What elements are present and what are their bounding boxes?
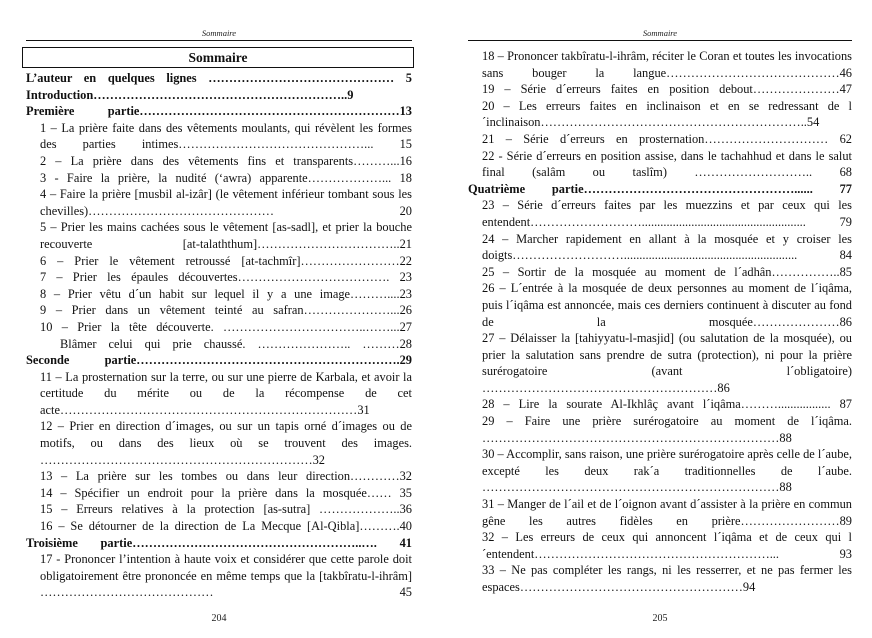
- toc-page-number: 89: [839, 513, 852, 528]
- toc-entry[interactable]: [468, 48, 852, 81]
- toc-part-heading[interactable]: [26, 103, 412, 120]
- toc-entry-text: 24 – Marcher rapidement en allant à la mosquée et y croiser les doigts………………………........................................................: [482, 231, 852, 263]
- toc-entry[interactable]: [26, 253, 412, 270]
- toc-entry[interactable]: [26, 501, 412, 518]
- toc-entry[interactable]: [468, 231, 852, 264]
- toc-entry-text: 1 – La prière faite dans des vêtements moulants, qui révèlent les formes des parties intimes………………………………………...: [40, 120, 412, 152]
- toc-page-number: 31: [357, 402, 370, 417]
- toc-page-number: 32: [312, 452, 325, 467]
- toc-entry-text: 31 – Manger de l´ail et de l´oignon avant d´assister à la prière en commun gêne les autres fidèles en prière……………………: [482, 497, 852, 528]
- left-page: [26, 0, 412, 638]
- toc-entry[interactable]: [26, 418, 412, 468]
- toc-entry-text: 23 – Série d´erreurs faites par les muezzins et par ceux qui les entendent……………………….....................................................: [482, 198, 852, 229]
- toc-page-number: 5: [394, 71, 412, 85]
- toc-entry-text: Troisième partie………………………………………………..….: [26, 535, 377, 550]
- toc-page-number: 18: [391, 170, 412, 185]
- toc-entry[interactable]: [468, 81, 852, 98]
- toc-entry-text: 3 - Faire la prière, la nudité (‘awra) apparente………………...: [40, 170, 392, 185]
- toc-entry-text: 17 - Prononcer l’intention à haute voix et considérer que cette parole doit obligatoirement être prononcée en même temps que la [takbîratu-l-ihrâm] ……………………………………: [40, 552, 412, 600]
- toc-entry-text: 2 – La prière dans des vêtements fins et transparents………...: [40, 153, 400, 168]
- toc-page-number: 68: [839, 165, 852, 180]
- toc-page-number: 23: [399, 286, 412, 301]
- toc-part-heading[interactable]: [26, 535, 412, 552]
- toc-page-number: 29: [399, 353, 412, 368]
- toc-entry-text: 15 – Erreurs relatives à la protection [as-sutra] ………………..: [40, 502, 400, 517]
- toc-entry-text: 20 – Les erreurs faites en inclinaison et en se redressant de l´inclinaison………………………………………………………..: [482, 98, 852, 130]
- toc-entry-text: 30 – Accomplir, sans raison, une prière surérogatoire après celle de l´aube, excepté les deux rak´a traditionnelles de l´aube. ………………………………………………………………: [482, 447, 852, 495]
- toc-page-number: 22: [399, 253, 412, 268]
- toc-entry[interactable]: [468, 529, 852, 562]
- toc-entry[interactable]: [468, 280, 852, 330]
- toc-page-number: 40: [399, 519, 412, 534]
- toc-entry-text: 4 – Faire la prière [musbil al-izâr] (le vêtement inférieur tombant sous les chevilles)………………………………………: [40, 187, 412, 218]
- toc-page-number: 87: [830, 397, 852, 412]
- page-number: 205: [652, 613, 668, 624]
- toc-entry-text: 25 – Sortir de la mosquée au moment de l´adhân……………..: [482, 264, 840, 279]
- table-of-contents: [468, 48, 852, 596]
- toc-entry[interactable]: [468, 264, 852, 281]
- toc-page-number: 41: [376, 535, 412, 550]
- toc-entry-text: Seconde partie……………………………………………………….: [26, 353, 400, 368]
- toc-entry-text: 16 – Se détourner de la direction de La Mecque [Al-Qibla]……….: [40, 519, 400, 534]
- toc-entry-text: 6 – Prier le vêtement retroussé [at-tachmîr]……………………: [40, 253, 400, 268]
- toc-page-number: 13: [399, 104, 412, 119]
- toc-page-number: 77: [839, 181, 852, 196]
- toc-page-number: 93: [779, 546, 852, 561]
- toc-entry-text: 32 – Les erreurs de ceux qui annoncent l´iqâma et de ceux qui l´entendent…………………………………………………...: [482, 530, 852, 561]
- header-rule: [468, 40, 852, 41]
- toc-page-number: 27: [399, 319, 412, 334]
- right-page: [468, 0, 852, 638]
- toc-page-number: 86: [717, 380, 730, 395]
- toc-page-number: 28: [399, 336, 412, 351]
- toc-entry[interactable]: [26, 186, 412, 219]
- toc-entry[interactable]: [468, 330, 852, 396]
- toc-entry[interactable]: [26, 551, 412, 601]
- toc-entry[interactable]: [26, 120, 412, 153]
- toc-entry[interactable]: [468, 413, 852, 446]
- toc-entry-text: 8 – Prier vêtu d´un habit sur lequel il y a une image………....: [40, 286, 400, 301]
- toc-page-number: 47: [839, 82, 852, 97]
- toc-part-heading[interactable]: [26, 87, 412, 104]
- toc-entry[interactable]: [468, 446, 852, 496]
- toc-entry[interactable]: [26, 170, 412, 187]
- toc-entry-text: L’auteur en quelques lignes ………………………………………: [26, 71, 395, 85]
- toc-page-number: 85: [839, 264, 852, 279]
- toc-page-number: 84: [797, 248, 852, 263]
- toc-entry[interactable]: [26, 286, 412, 303]
- toc-entry-text: 18 – Prononcer takbîratu-l-ihrâm, réciter le Coran et toutes les invocations sans bouger la langue……………………………………: [482, 49, 852, 80]
- header-rule: [26, 40, 412, 41]
- toc-entry-text: 14 – Spécifier un endroit pour la prière dans la mosquée……: [40, 485, 392, 500]
- toc-entry[interactable]: [468, 197, 852, 230]
- toc-entry[interactable]: [26, 219, 412, 252]
- running-head: Sommaire: [201, 28, 237, 38]
- toc-entry[interactable]: [468, 496, 852, 529]
- toc-entry-text: 10 – Prier la tête découverte. ……………………………..……...: [40, 319, 400, 334]
- toc-page-number: 88: [779, 480, 792, 495]
- toc-part-heading[interactable]: [468, 181, 852, 198]
- toc-entry-text: 21 – Série d´erreurs en prosternation…………………………: [482, 131, 829, 146]
- toc-entry-text: Blâmer celui qui prie chaussé. ………………….. ………: [60, 336, 400, 351]
- toc-entry-text: Première partie………………………………………………………: [26, 104, 400, 119]
- toc-entry-text: 19 – Série d´erreurs faites en position debout…………………: [482, 82, 840, 97]
- toc-page-number: 45: [213, 585, 412, 600]
- toc-entry-text: 5 – Prier les mains cachées sous le vêtement [as-sadl], et prier la bouche recouverte [at-talaththum]……………………………..: [40, 220, 412, 251]
- table-of-contents: [26, 70, 412, 601]
- page-number: 204: [211, 613, 227, 624]
- toc-entry-text: 9 – Prier dans un vêtement teinté au safran…………………...: [40, 303, 400, 318]
- toc-entry-text: 7 – Prier les épaules découvertes……………………………….: [40, 270, 390, 285]
- toc-entry[interactable]: [468, 148, 852, 181]
- toc-page-number: 54: [806, 115, 820, 130]
- toc-entry-text: Quatrième partie……………………………………………......: [468, 181, 840, 196]
- toc-entry-text: 27 – Délaisser la [tahiyyatu-l-masjid] (ou salutation de la mosquée), ou prier la salutation sans prendre de sutra (protection), ni pour la prière surérogatoire (avant l´obligatoire) …………………………………………………: [482, 331, 852, 395]
- toc-page-number: 16: [399, 153, 412, 168]
- toc-entry[interactable]: [26, 269, 412, 286]
- toc-page-number: 46: [839, 65, 852, 80]
- toc-page-number: 86: [839, 314, 852, 329]
- toc-entry[interactable]: [26, 485, 412, 502]
- toc-entry[interactable]: [26, 518, 412, 535]
- toc-page-number: 94: [742, 580, 756, 594]
- toc-entry[interactable]: [468, 562, 852, 595]
- toc-page-number: 15: [373, 137, 412, 152]
- toc-page-number: 36: [399, 502, 412, 517]
- toc-entry[interactable]: [468, 98, 852, 131]
- toc-part-heading[interactable]: [26, 70, 412, 87]
- toc-entry[interactable]: [26, 302, 412, 319]
- toc-entry[interactable]: [468, 131, 852, 148]
- toc-entry[interactable]: [468, 396, 852, 413]
- toc-page-number: 26: [399, 303, 412, 318]
- toc-entry[interactable]: [26, 319, 412, 336]
- toc-page-number: 9: [347, 87, 354, 102]
- toc-page-number: 62: [828, 131, 852, 146]
- toc-entry-text: 28 – Lire la sourate Al-Ikhlâç avant l´iqâma……….................: [482, 397, 831, 412]
- toc-entry-text: 13 – La prière sur les tombes ou dans leur direction…………: [40, 469, 400, 484]
- running-head: Sommaire: [642, 28, 678, 38]
- toc-entry[interactable]: [26, 153, 412, 170]
- toc-page-number: 88: [779, 430, 792, 445]
- toc-entry-text: 11 – La prosternation sur la terre, ou sur une pierre de Karbala, et avoir la certitude du mérite ou de la récompense de cet acte………………………………………………………………: [40, 369, 412, 417]
- toc-page-number: 32: [399, 469, 412, 484]
- toc-page-number: 21: [399, 236, 412, 251]
- toc-page-number: 35: [391, 485, 412, 500]
- toc-entry-text: 29 – Faire une prière surérogatoire au moment de l´iqâma. ………………………………………………………………: [482, 414, 852, 445]
- toc-entry-text: 22 - Série d´erreurs en position assise, dans le tachahhud et dans le salut final (salâm ou taslîm) ………………………..: [482, 148, 852, 180]
- toc-page-number: 23: [389, 270, 412, 285]
- toc-entry[interactable]: [26, 369, 412, 419]
- toc-page-number: 79: [839, 214, 852, 229]
- toc-entry[interactable]: [26, 468, 412, 485]
- toc-page-number: 20: [274, 203, 412, 218]
- toc-entry[interactable]: [26, 336, 412, 353]
- toc-entry-text: 12 – Prier en direction d´images, ou sur un tapis orné d´images ou de motifs, ou dans des lieux où se trouvent des images. …………………………………………………………: [40, 419, 412, 467]
- toc-entry-text: 26 – L´entrée à la mosquée de deux personnes au moment de l´iqâma, puis l´iqâma est annoncée, mais ces derniers continuent à discuter au fond de la mosquée…………………: [482, 281, 852, 329]
- toc-entry-text: Introduction……………………………………………………..: [26, 87, 348, 102]
- toc-entry-text: 33 – Ne pas compléter les rangs, ni les resserrer, et ne pas fermer les espaces………………………………………………: [482, 563, 852, 594]
- page-title: Sommaire: [22, 47, 414, 68]
- toc-part-heading[interactable]: [26, 352, 412, 369]
